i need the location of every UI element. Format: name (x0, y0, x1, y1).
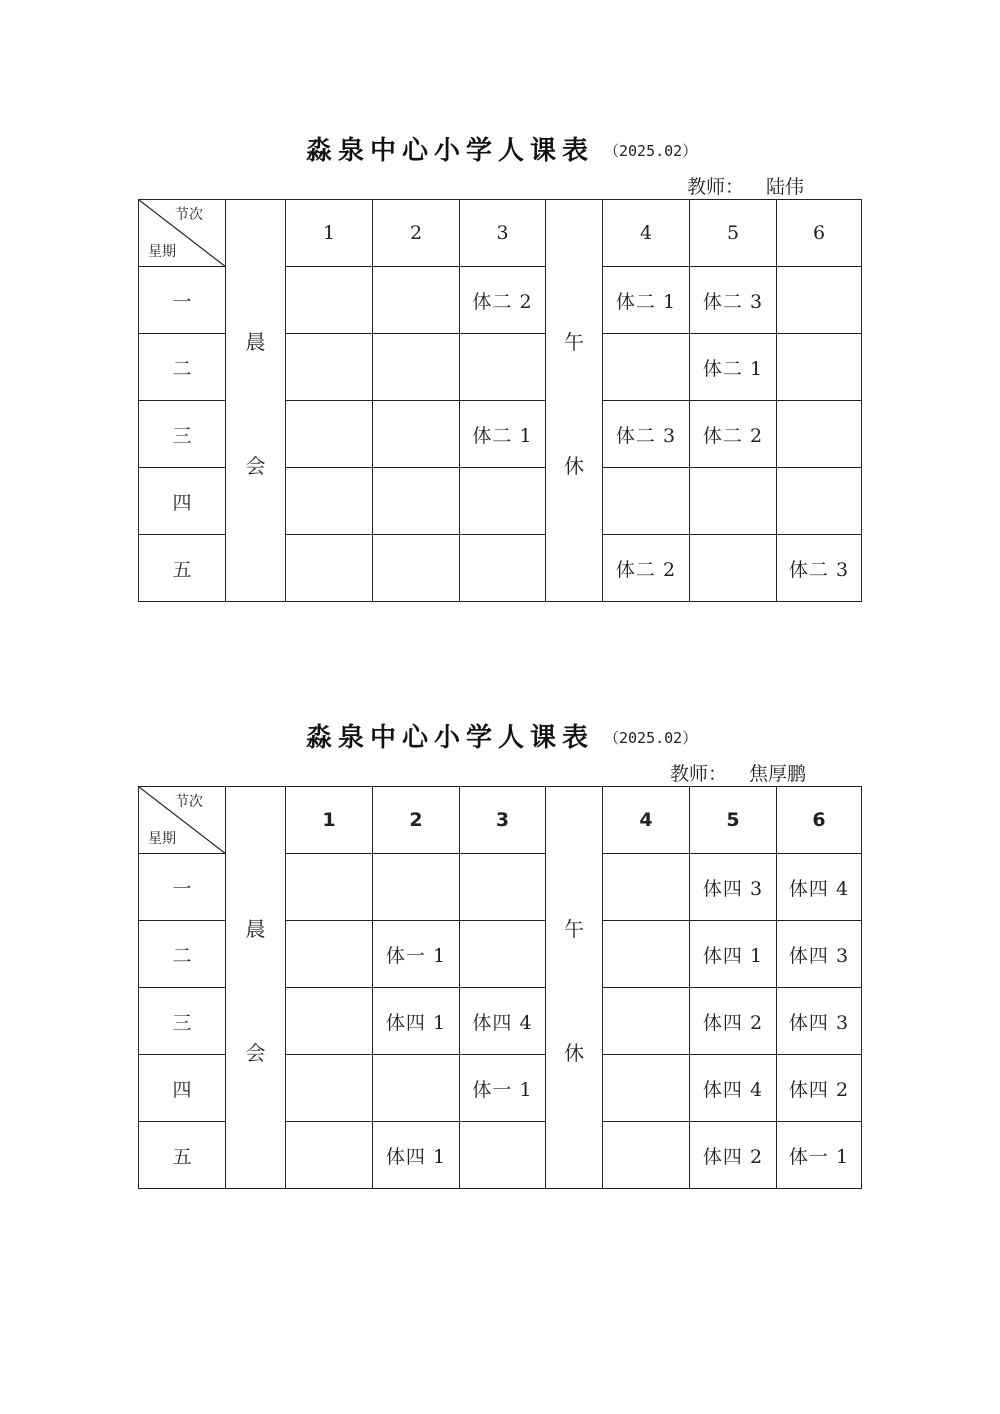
day-label: 五 (139, 1122, 226, 1189)
class-cell: 体四 4 (777, 854, 862, 921)
morning-meeting-cell (226, 200, 286, 602)
teacher-line (687, 172, 822, 200)
day-label: 一 (139, 267, 226, 334)
class-cell (460, 535, 546, 602)
period-header: 1 (286, 787, 373, 854)
class-cell (286, 988, 373, 1055)
noon-break-cell (546, 787, 603, 1189)
class-cell: 体二 2 (460, 267, 546, 334)
class-cell (373, 401, 460, 468)
header-row (139, 787, 862, 854)
class-cell: 体四 1 (373, 1122, 460, 1189)
class-cell (373, 854, 460, 921)
class-cell (460, 468, 546, 535)
class-cell: 体四 1 (690, 921, 777, 988)
period-header: 5 (690, 200, 777, 267)
timetable (138, 786, 862, 1189)
day-label: 二 (139, 921, 226, 988)
class-cell: 体一 1 (777, 1122, 862, 1189)
teacher-label: 教师： (669, 763, 727, 785)
corner-period-label: 节次 (175, 794, 203, 810)
class-cell: 体一 1 (373, 921, 460, 988)
class-cell (286, 921, 373, 988)
period-header: 3 (460, 787, 546, 854)
day-label: 五 (139, 535, 226, 602)
schedule-date: （2025.02） (604, 142, 698, 160)
day-label: 四 (139, 468, 226, 535)
schedule-date: （2025.02） (604, 729, 698, 747)
class-cell (603, 334, 690, 401)
morning-char-1: 晨 (245, 330, 266, 354)
corner-cell (139, 200, 226, 267)
morning-char-2: 会 (245, 1041, 266, 1065)
corner-day-label: 星期 (148, 831, 176, 847)
teacher-label: 教师： (686, 176, 744, 198)
teacher-line (670, 759, 824, 787)
period-header: 2 (373, 787, 460, 854)
class-cell (460, 921, 546, 988)
period-header: 4 (603, 200, 690, 267)
period-header: 5 (690, 787, 777, 854)
period-header: 4 (603, 787, 690, 854)
class-cell (777, 267, 862, 334)
timetable (138, 199, 862, 602)
title-row (0, 715, 1000, 759)
class-cell (286, 535, 373, 602)
morning-char-2: 会 (245, 454, 266, 478)
noon-char-1: 午 (564, 330, 584, 354)
class-cell: 体四 2 (690, 988, 777, 1055)
class-cell (286, 267, 373, 334)
class-cell: 体二 3 (690, 267, 777, 334)
noon-char-1: 午 (564, 917, 584, 941)
class-cell (373, 334, 460, 401)
class-cell (690, 468, 777, 535)
class-cell: 体二 1 (690, 334, 777, 401)
class-cell (603, 1055, 690, 1122)
class-cell (603, 921, 690, 988)
class-cell (777, 401, 862, 468)
schedule-title: 淼泉中心小学人课表 (306, 723, 595, 753)
corner-day-label: 星期 (148, 244, 176, 260)
period-header: 2 (373, 200, 460, 267)
day-label: 三 (139, 401, 226, 468)
class-cell (460, 1122, 546, 1189)
teacher-name: 陆伟 (744, 175, 822, 200)
class-cell (286, 1122, 373, 1189)
class-cell (286, 854, 373, 921)
class-cell: 体二 3 (777, 535, 862, 602)
class-cell: 体二 2 (690, 401, 777, 468)
class-cell (286, 1055, 373, 1122)
teacher-name: 焦厚鹏 (727, 762, 824, 787)
day-label: 二 (139, 334, 226, 401)
morning-meeting-cell (226, 787, 286, 1189)
class-cell (777, 468, 862, 535)
period-header: 6 (777, 200, 862, 267)
class-cell (460, 334, 546, 401)
class-cell (373, 535, 460, 602)
class-cell: 体四 4 (690, 1055, 777, 1122)
class-cell (603, 988, 690, 1055)
class-cell: 体四 3 (777, 921, 862, 988)
class-cell (603, 1122, 690, 1189)
class-cell (460, 854, 546, 921)
day-label: 三 (139, 988, 226, 1055)
period-header: 3 (460, 200, 546, 267)
corner-period-label: 节次 (175, 207, 203, 223)
day-label: 四 (139, 1055, 226, 1122)
day-label: 一 (139, 854, 226, 921)
class-cell: 体二 2 (603, 535, 690, 602)
title-row (0, 128, 1000, 172)
class-cell: 体四 2 (777, 1055, 862, 1122)
noon-break-cell (546, 200, 603, 602)
class-cell: 体一 1 (460, 1055, 546, 1122)
header-row (139, 200, 862, 267)
class-cell (777, 334, 862, 401)
class-cell: 体四 2 (690, 1122, 777, 1189)
class-cell (373, 267, 460, 334)
class-cell (373, 468, 460, 535)
class-cell: 体四 1 (373, 988, 460, 1055)
class-cell: 体二 1 (603, 267, 690, 334)
class-cell (690, 535, 777, 602)
class-cell (286, 334, 373, 401)
period-header: 1 (286, 200, 373, 267)
class-cell: 体二 3 (603, 401, 690, 468)
class-cell (286, 401, 373, 468)
period-header: 6 (777, 787, 862, 854)
class-cell: 体四 3 (690, 854, 777, 921)
corner-cell (139, 787, 226, 854)
class-cell: 体二 1 (460, 401, 546, 468)
class-cell: 体四 4 (460, 988, 546, 1055)
noon-char-2: 休 (564, 454, 584, 478)
morning-char-1: 晨 (245, 917, 266, 941)
class-cell (373, 1055, 460, 1122)
noon-char-2: 休 (564, 1041, 584, 1065)
schedule-title: 淼泉中心小学人课表 (306, 136, 595, 166)
class-cell (286, 468, 373, 535)
class-cell (603, 468, 690, 535)
class-cell (603, 854, 690, 921)
class-cell: 体四 3 (777, 988, 862, 1055)
